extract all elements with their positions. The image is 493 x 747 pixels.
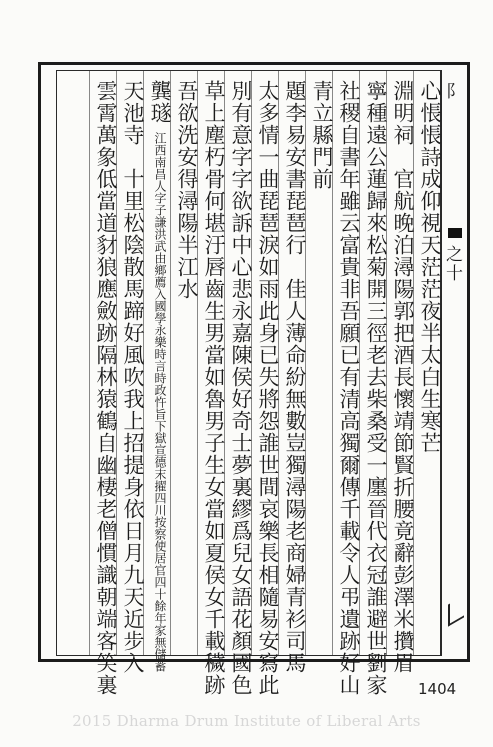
- volume-marker: 之十: [442, 245, 462, 283]
- page-header-strip: [441, 70, 468, 656]
- text-column-6: 題李易安書琵琶行 佳人薄命紛無數豈獨潯陽老商婦青衫司馬: [283, 80, 307, 674]
- text-column-9: 草上塵朽骨何堪汙唇齒生男當如魯男子生女當如夏侯女千載穢跡: [202, 80, 226, 696]
- page-number: 1404: [418, 680, 457, 698]
- text-column-3: 寧種遠公蓮歸來松菊開三徑老去柴桑受一廛晉代衣冠誰避世劉家: [364, 80, 388, 696]
- watermark: 2015 Dharma Drum Institute of Liberal Arts: [72, 712, 421, 730]
- text-column-5: 青立縣門前: [310, 80, 334, 190]
- text-column-7: 太多情一曲琵琶淚如雨此身已失將怨誰世間哀樂長相隨易安寫此: [256, 80, 280, 696]
- author-note: 江西南昌人字子謙洪武由鄉薦入國學永樂時言時政忤旨下獄宣德末擢四川按察使居官四十餘年家無儲蓄: [153, 131, 167, 672]
- text-column-4: 社稷自書年雖云富貴非吾願已有清高獨爾傳千載令人弔遺跡好山: [337, 80, 361, 696]
- text-column-1: 心悵悵詩成仰視天茫茫夜半太白生寒芒: [418, 80, 442, 454]
- book-title: 阝: [442, 82, 462, 101]
- author-name: 龔璲: [148, 80, 172, 124]
- text-column-13: 雲霄萬象低當道豺狼應斂跡隔林猿鶴自幽棲老僧慣識朝端客笑裏: [94, 80, 118, 696]
- text-column-10: 吾欲洗安得潯陽半江水: [175, 80, 199, 300]
- text-column-2: 淵明祠 官航晚泊潯陽郭把酒長懷靖節賢折腰竟辭彭澤米攢眉: [391, 80, 415, 674]
- fish-tail-mark: [448, 228, 462, 238]
- text-column-12: 天池寺 十里松陰散馬蹄好風吹我上招提身依日月九天近步入: [121, 80, 145, 674]
- column-rule: [89, 70, 90, 656]
- author-column: [145, 80, 175, 672]
- text-column-8: 別有意字字欲訴中心悲永嘉陳侯好奇士夢裏繆爲兒女語花顏國色: [229, 80, 253, 696]
